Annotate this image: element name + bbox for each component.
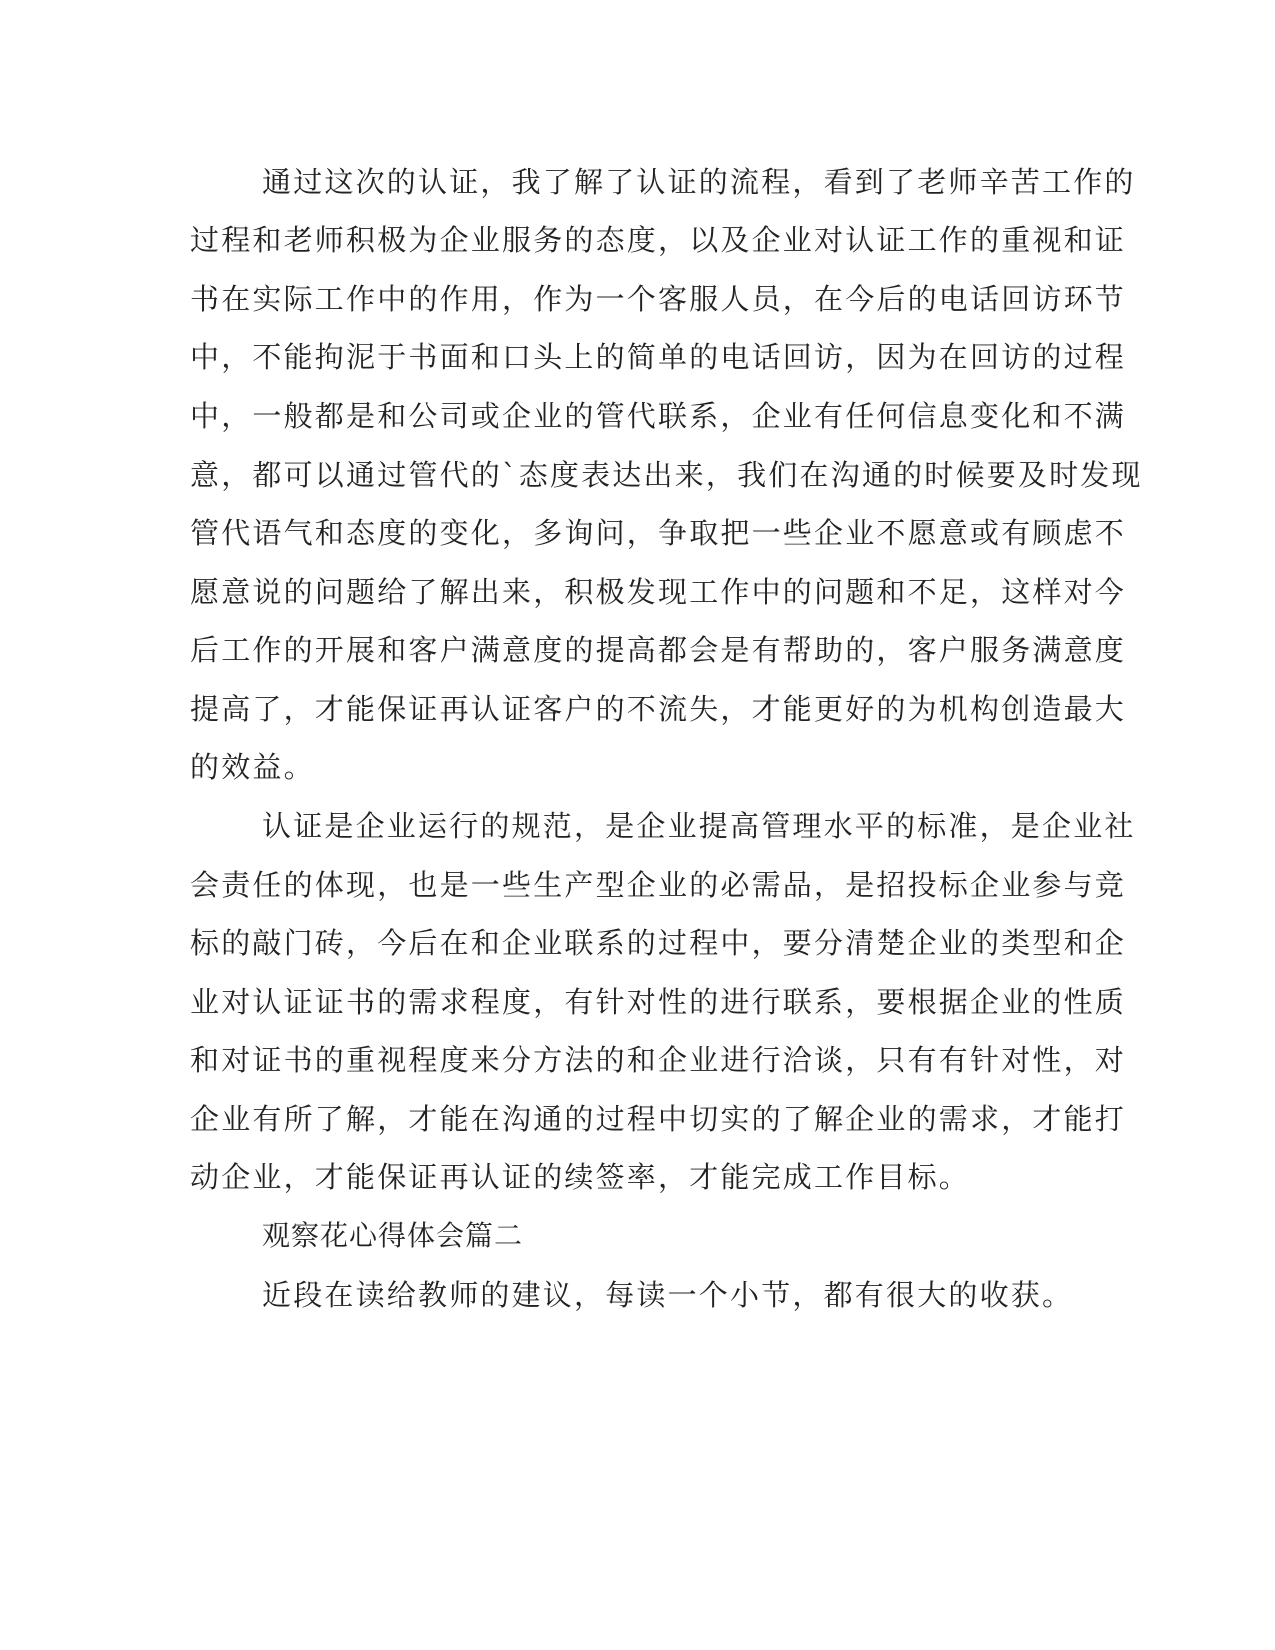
paragraph-2-line-3: 标的敲门砖，今后在和企业联系的过程中，要分清楚企业的类型和企: [190, 926, 1127, 960]
paragraph-1-line-5: 中，一般都是和公司或企业的管代联系，企业有任何信息变化和不满: [190, 399, 1127, 433]
paragraph-1-line-7: 管代语气和态度的变化，多询问，争取把一些企业不愿意或有顾虑不: [190, 516, 1127, 550]
paragraph-2-line-5: 和对证书的重视程度来分方法的和企业进行洽谈，只有有针对性，对: [190, 1043, 1127, 1077]
paragraph-2-line-1: 认证是企业运行的规范，是企业提高管理水平的标准，是企业社: [262, 809, 1136, 843]
paragraph-1-line-1: 通过这次的认证，我了解了认证的流程，看到了老师辛苦工作的: [262, 165, 1136, 199]
paragraph-1-line-11: 的效益。: [190, 750, 315, 784]
paragraph-2-line-2: 会责任的体现，也是一些生产型企业的必需品，是招投标企业参与竞: [190, 868, 1127, 902]
paragraph-1-line-10: 提高了，才能保证再认证客户的不流失，才能更好的为机构创造最大: [190, 692, 1127, 726]
paragraph-1-line-3: 书在实际工作中的作用，作为一个客服人员，在今后的电话回访环节: [190, 282, 1127, 316]
paragraph-1-line-4: 中，不能拘泥于书面和口头上的简单的电话回访，因为在回访的过程: [190, 340, 1127, 374]
paragraph-2-line-7: 动企业，才能保证再认证的续签率，才能完成工作目标。: [190, 1160, 971, 1194]
paragraph-1-line-2: 过程和老师积极为企业服务的态度，以及企业对认证工作的重视和证: [190, 223, 1127, 257]
paragraph-1-line-6: 意，都可以通过管代的`态度表达出来，我们在沟通的时候要及时发现: [190, 458, 1143, 492]
paragraph-1-line-8: 愿意说的问题给了解出来，积极发现工作中的问题和不足，这样对今: [190, 575, 1127, 609]
paragraph-2-line-6: 企业有所了解，才能在沟通的过程中切实的了解企业的需求，才能打: [190, 1102, 1127, 1136]
paragraph-2-line-4: 业对认证证书的需求程度，有针对性的进行联系，要根据企业的性质: [190, 985, 1127, 1019]
paragraph-1-line-9: 后工作的开展和客户满意度的提高都会是有帮助的，客户服务满意度: [190, 633, 1127, 667]
section-heading: 观察花心得体会篇二: [262, 1219, 524, 1252]
closing-paragraph: 近段在读给教师的建议，每读一个小节，都有很大的收获。: [262, 1278, 1074, 1312]
